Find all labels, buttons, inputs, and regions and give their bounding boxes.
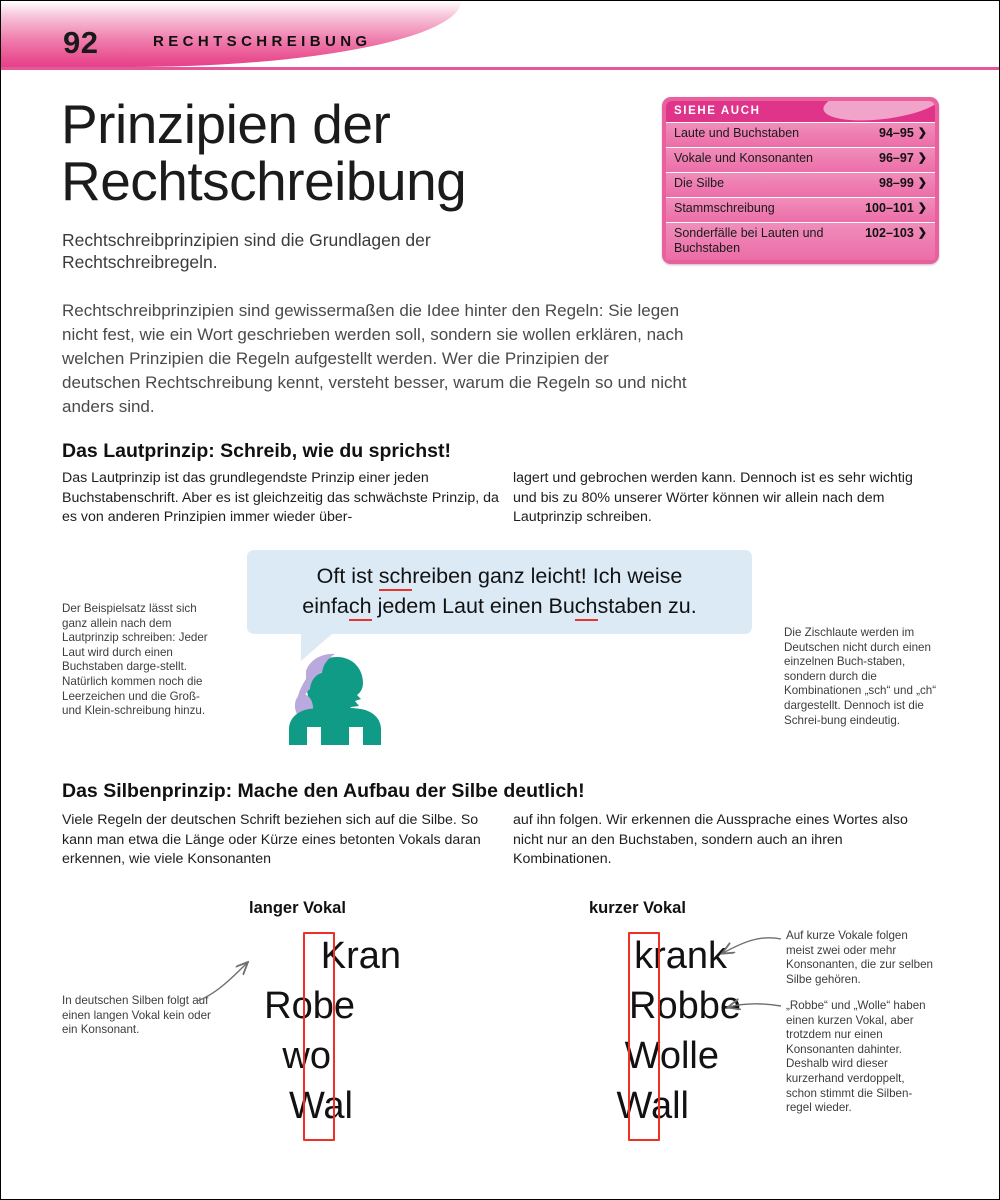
note-right-zischlaute: Die Zischlaute werden im Deutschen nicht durch einen einzelnen Buch-staben, sondern durch die Kombinationen „sch“ und „ch“ dargestellt. Dennoch ist die Schrei-bung eindeutig. xyxy=(784,626,937,727)
short-vowel-word-list xyxy=(341,931,741,1131)
note-left-lautprinzip: Der Beispielsatz lässt sich ganz allein nach dem Lautprinzip schreiben: Jeder Laut wird durch einen Buchstaben darge-stellt. Natürlich kommen noch die Leerzeichen und die Groß- und Klein-schreibung hinzu. xyxy=(62,602,208,718)
section1-column2: lagert und gebrochen werden kann. Dennoch ist es sehr wichtig und bis zu 80% unserer Wörter können wir allein nach dem Lautprinzip schreiben. xyxy=(513,470,913,525)
section2-column2: auf ihn folgen. Wir erkennen die Aussprache eines Wortes also nicht nur an den Buchstaben, sondern auch an ihren Kombinationen. xyxy=(513,812,908,867)
see-also-pages: 96–97 xyxy=(879,151,914,165)
see-also-label: Laute und Buchstaben xyxy=(674,126,800,140)
see-also-label: Stammschreibung xyxy=(674,201,775,215)
see-also-label: Vokale und Konsonanten xyxy=(674,151,814,165)
page-title-line2: Rechtschreibung xyxy=(61,150,467,212)
word-item: Robbe xyxy=(629,985,741,1027)
chevron-right-icon: ❯ xyxy=(917,152,927,164)
bubble-underline-ch-1: ch xyxy=(349,594,372,621)
word-item: Wall xyxy=(616,1085,689,1127)
speech-bubble xyxy=(247,550,752,634)
see-also-row[interactable] xyxy=(666,222,935,260)
see-also-header xyxy=(666,101,935,122)
chevron-right-icon: ❯ xyxy=(917,177,927,189)
see-also-label: Die Silbe xyxy=(674,176,725,190)
see-also-row[interactable] xyxy=(666,172,935,197)
note-right-kurze-vokale: Auf kurze Vokale folgen meist zwei oder mehr Konsonanten, die zur selben Silbe gehören. xyxy=(786,929,933,986)
long-vowel-highlight-box xyxy=(303,932,335,1141)
word-item: Robe xyxy=(264,985,355,1027)
see-also-label: Sonderfälle bei Lauten und Buchstaben xyxy=(674,226,824,255)
bubble-underline-ch-2: ch xyxy=(575,594,598,621)
word-item: Wal xyxy=(288,1085,353,1127)
note-right-robbe-wolle: „Robbe“ und „Wolle“ haben einen kurzen Vokal, aber trotzdem nur einen Konsonanten dahinter. Deshalb wird dieser kurzerhand verdoppelt, schon stimmt die Silben-regel wieder. xyxy=(786,999,926,1115)
page-title xyxy=(61,93,467,212)
section2-heading: Das Silbenprinzip: Mache den Aufbau der Silbe deutlich! xyxy=(62,780,585,802)
page-title-line1: Prinzipien der xyxy=(61,93,391,155)
person-icon xyxy=(277,649,393,745)
intro-paragraph: Rechtschreibprinzipien sind gewissermaßen die Idee hinter den Regeln: Sie legen nicht fest, wie ein Wort geschrieben werden soll, sondern sie wollen erklären, nach welchen Prinzipien die Regeln aufgestellt werden. Wer die Prinzipien der deutschen Rechtschreibung kennt, versteht besser, warum die Regeln so und nicht anders sind. xyxy=(62,301,687,416)
speech-bubble-text xyxy=(247,561,752,621)
page-number: 92 xyxy=(63,25,99,60)
see-also-heading-label: SIEHE AUCH xyxy=(674,105,761,117)
see-also-pages: 102–103 xyxy=(865,226,914,240)
see-also-pages: 94–95 xyxy=(879,126,914,140)
bubble-part5: staben zu. xyxy=(597,594,697,618)
see-also-row[interactable] xyxy=(666,122,935,147)
gloss-highlight xyxy=(821,101,935,122)
page-header xyxy=(1,1,999,73)
see-also-row[interactable] xyxy=(666,197,935,222)
short-vowel-heading: kurzer Vokal xyxy=(589,899,686,917)
word-item: wo xyxy=(282,1035,331,1077)
bubble-part4: jedem Laut einen Bu xyxy=(371,594,575,618)
word-item: krank xyxy=(634,935,727,977)
section1-column1: Das Lautprinzip ist das grundlegendste Prinzip einer jeden Buchstabenschrift. Aber es ist gleichzeitig das schwächste Prinzip, da es von anderen Prinzipien immer wieder über- xyxy=(62,470,499,525)
bubble-part2: reiben ganz leicht! Ich weise xyxy=(412,564,683,588)
word-item: Wolle xyxy=(624,1035,719,1077)
see-also-box xyxy=(662,97,939,264)
chevron-right-icon: ❯ xyxy=(917,227,927,239)
see-also-pages: 98–99 xyxy=(879,176,914,190)
bubble-underline-sch: sch xyxy=(379,564,412,591)
short-vowel-highlight-box xyxy=(628,932,660,1141)
word-item: Kran xyxy=(320,935,401,977)
bubble-part1: Oft ist xyxy=(316,564,379,588)
header-rule xyxy=(1,67,999,70)
note-left-silben: In deutschen Silben folgt auf einen langen Vokal kein oder ein Konsonant. xyxy=(62,994,211,1037)
chevron-right-icon: ❯ xyxy=(917,127,927,139)
section2-column1: Viele Regeln der deutschen Schrift beziehen sich auf die Silbe. So kann man etwa die Länge oder Kürze eines betonten Vokals daran erkennen, wie viele Konsonanten xyxy=(62,812,481,867)
page-subtitle: Rechtschreibprinzipien sind die Grundlagen der Rechtschreibregeln. xyxy=(62,230,431,272)
see-also-pages: 100–101 xyxy=(865,201,914,215)
bubble-part3: einfa xyxy=(302,594,349,618)
section-title: RECHTSCHREIBUNG xyxy=(153,33,372,50)
section1-heading: Das Lautprinzip: Schreib, wie du sprichst! xyxy=(62,440,451,462)
chevron-right-icon: ❯ xyxy=(917,202,927,214)
see-also-row[interactable] xyxy=(666,147,935,172)
long-vowel-heading: langer Vokal xyxy=(249,899,346,917)
